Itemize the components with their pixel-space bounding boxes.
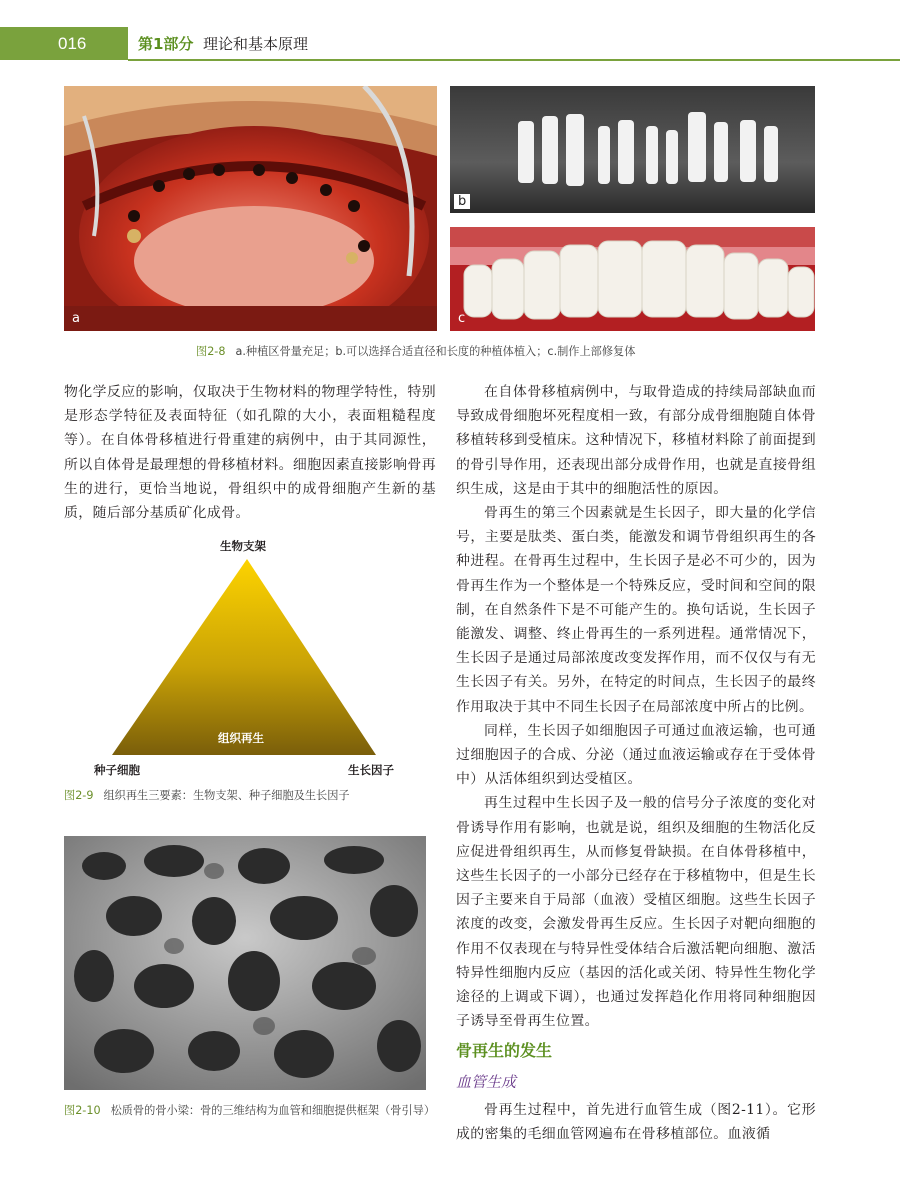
- page-number: 016: [0, 27, 128, 60]
- fig2-10-label: 图2-10: [64, 1104, 101, 1117]
- right-paragraph-3: 同样，生长因子如细胞因子可通过血液运输，也可通过细胞因子的合成、分泌（通过血液运输或存在于受体骨中）从活体组织到达受植区。: [456, 722, 816, 788]
- part-label: 第1部分: [138, 35, 194, 53]
- fig2-8c-restoration: [450, 227, 815, 331]
- fig2-9-caption-text: 组织再生三要素：生物支架、种子细胞及生长因子: [103, 789, 350, 802]
- fig2-9-caption: [64, 787, 436, 805]
- right-column-text: [456, 380, 816, 1033]
- left-paragraph: 物化学反应的影响，仅取决于生物材料的物理学特性，特别是形态学特征及表面特征（如孔隙的大小，表面粗糙程度等）。在自体骨移植进行骨重建的病例中，由于其同源性，所以自体骨是最理想的骨移植材料。细胞因素直接影响骨再生的进行，更恰当地说，骨组织中的成骨细胞产生新的基质，随后部分基质矿化成骨。: [64, 384, 436, 522]
- final-paragraph-block: [456, 1098, 816, 1146]
- subsection-heading: 血管生成: [456, 1073, 517, 1091]
- left-column-text: [64, 380, 436, 525]
- panel-c-label: c: [458, 311, 466, 326]
- fig2-8-label: 图2-8: [196, 345, 226, 358]
- right-paragraph-1: 在自体骨移植病例中，与取骨造成的持续局部缺血而导致成骨细胞坏死程度相一致，有部分成骨细胞随自体骨移植转移到受植床。这种情况下，移植材料除了前面提到的骨引导作用，还表现出部分成骨作用，也就是直接骨组织生成，这是由于其中的细胞活性的原因。: [456, 384, 816, 497]
- fig2-10-trabecular-bone-photo: [64, 836, 426, 1090]
- fig2-9-label: 图2-9: [64, 789, 94, 802]
- triangle-top-label: 生物支架: [220, 539, 266, 553]
- fig2-8-caption: [196, 343, 836, 361]
- panel-a-label: a: [72, 311, 80, 326]
- panel-b-label: b: [454, 194, 470, 209]
- header-rule: [128, 59, 900, 61]
- triangle-center-label: 组织再生: [218, 731, 264, 745]
- right-paragraph-4: 再生过程中生长因子及一般的信号分子浓度的变化对骨诱导作用有影响，也就是说，组织及细胞的生物活化反应促进骨组织再生，从而修复骨缺损。在自体骨移植中，这些生长因子的一小部分已经存在于移植物中，但是生长因子主要来自于局部（血液）受植区细胞。这些生长因子浓度的改变，会激发骨再生反应。生长因子对靶向细胞的作用不仅表现在与特异性受体结合后激活靶向细胞、激活特异性细胞内反应（基因的活化或关闭、特异性生物化学途径的上调或下调），也通过发挥趋化作用将同种细胞因子诱导至骨再生位置。: [456, 795, 816, 1030]
- triangle-right-label: 生长因子: [348, 763, 394, 777]
- fig2-10-caption: [64, 1102, 436, 1120]
- triangle-shape: [112, 559, 376, 755]
- right-paragraph-2: 骨再生的第三个因素就是生长因子，即大量的化学信号，主要是肽类、蛋白类，能激发和调节骨组织再生的各种进程。在骨再生过程中，生长因子是必不可少的，因为骨再生作为一个整体是一个特殊反应，受时间和空间的限制，在自然条件下是不可能产生的。换句话说，生长因子能激发、调整、终止骨再生的一系列进程。通常情况下，生长因子是通过局部浓度改变发挥作用，而不仅仅与有无生长因子有关。另外，在特定的时间点，生长因子的最终作用取决于其中不同生长因子在局部浓度中所占的比例。: [456, 505, 816, 715]
- fig2-8-caption-text: a.种植区骨量充足；b.可以选择合适直径和长度的种植体植入；c.制作上部修复体: [235, 345, 636, 358]
- section-heading: 骨再生的发生: [456, 1041, 553, 1060]
- final-paragraph: 骨再生过程中，首先进行血管生成（图2-11）。它形成的密集的毛细血管网遍布在骨移植部位。血液循: [456, 1102, 816, 1143]
- fig2-8b-xray: [450, 86, 815, 213]
- fig2-9-triangle-diagram: [90, 540, 410, 780]
- part-title: 理论和基本原理: [203, 35, 309, 53]
- triangle-left-label: 种子细胞: [94, 763, 140, 777]
- fig2-10-caption-text: 松质骨的骨小梁：骨的三维结构为血管和细胞提供框架（骨引导）: [110, 1104, 436, 1117]
- fig2-8a-surgical-photo: [64, 86, 437, 331]
